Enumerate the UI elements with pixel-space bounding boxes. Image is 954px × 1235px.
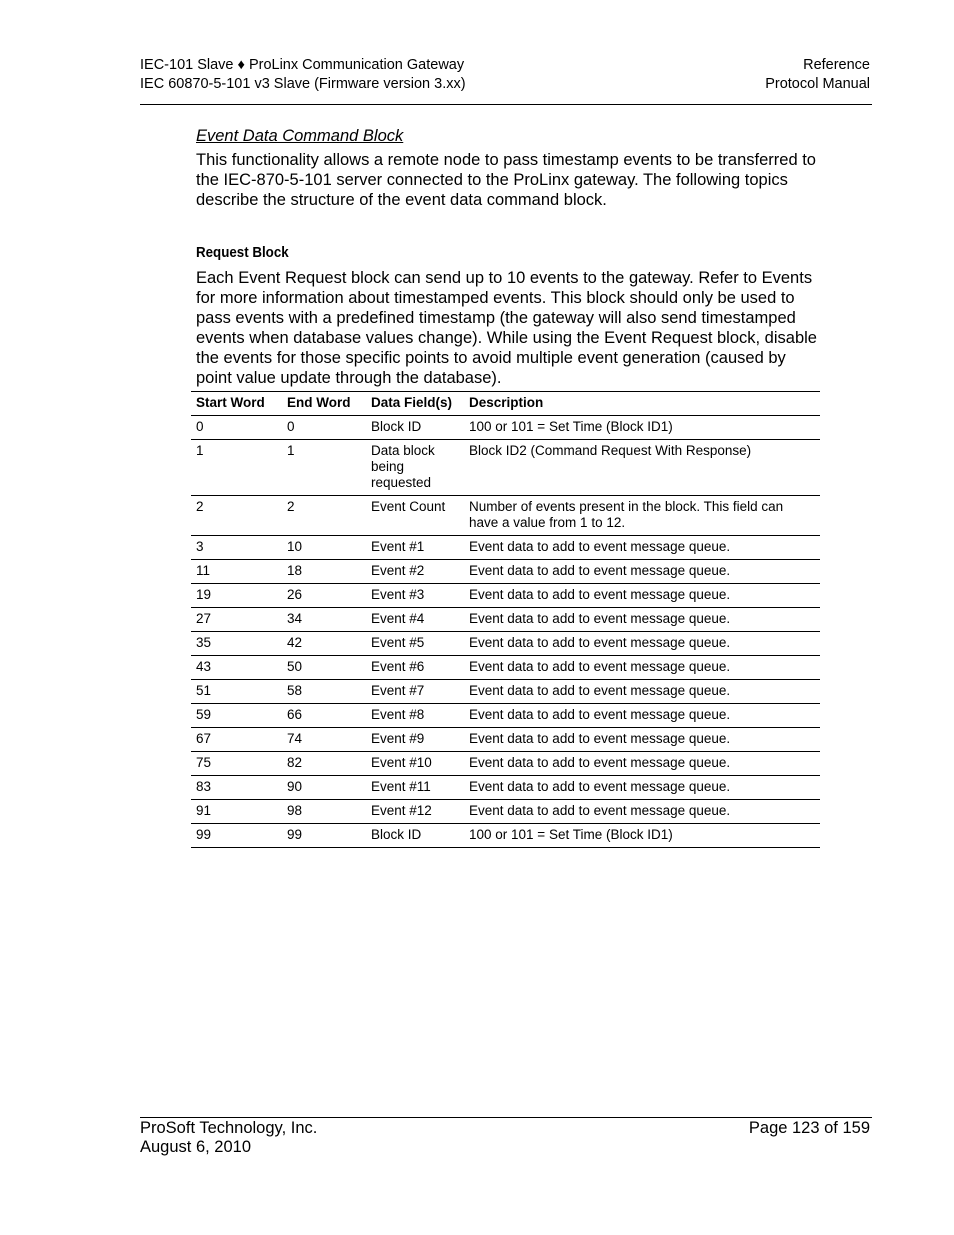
cell-start-word: 83	[191, 776, 282, 800]
cell-data-field: Event #5	[366, 632, 464, 656]
cell-start-word: 35	[191, 632, 282, 656]
cell-data-field: Event #2	[366, 560, 464, 584]
cell-description: Event data to add to event message queue.	[464, 584, 820, 608]
header-start-word: Start Word	[191, 392, 282, 416]
subheading-request-block: Request Block	[196, 245, 289, 261]
header-left	[140, 56, 640, 94]
cell-end-word: 50	[282, 656, 366, 680]
header-right	[650, 56, 870, 94]
footer-date: August 6, 2010	[140, 1138, 252, 1156]
header-divider	[140, 104, 872, 105]
cell-start-word: 1	[191, 440, 282, 496]
cell-description: Event data to add to event message queue.	[464, 632, 820, 656]
table-row	[191, 496, 820, 536]
cell-description: Event data to add to event message queue.	[464, 560, 820, 584]
cell-data-field: Event #4	[366, 608, 464, 632]
cell-description: 100 or 101 = Set Time (Block ID1)	[464, 416, 820, 440]
table-row	[191, 752, 820, 776]
cell-start-word: 43	[191, 656, 282, 680]
cell-description: Event data to add to event message queue.	[464, 752, 820, 776]
cell-data-field: Event #10	[366, 752, 464, 776]
header-section-name: Reference	[803, 57, 870, 73]
cell-start-word: 27	[191, 608, 282, 632]
footer-left	[140, 1119, 540, 1157]
cell-data-field: Block ID	[366, 416, 464, 440]
cell-end-word: 10	[282, 536, 366, 560]
cell-data-field: Event #11	[366, 776, 464, 800]
cell-end-word: 98	[282, 800, 366, 824]
cell-end-word: 74	[282, 728, 366, 752]
cell-end-word: 34	[282, 608, 366, 632]
cell-description: Event data to add to event message queue.	[464, 536, 820, 560]
cell-start-word: 75	[191, 752, 282, 776]
cell-data-field: Event #1	[366, 536, 464, 560]
cell-start-word: 2	[191, 496, 282, 536]
cell-start-word: 99	[191, 824, 282, 848]
table-row	[191, 440, 820, 496]
cell-start-word: 59	[191, 704, 282, 728]
cell-description: Event data to add to event message queue.	[464, 680, 820, 704]
header-product-subtitle: IEC 60870-5-101 v3 Slave (Firmware version 3.xx)	[140, 76, 466, 92]
cell-description: 100 or 101 = Set Time (Block ID1)	[464, 824, 820, 848]
table-row	[191, 776, 820, 800]
cell-end-word: 42	[282, 632, 366, 656]
main-content	[196, 126, 820, 388]
table-row	[191, 416, 820, 440]
header-data-fields: Data Field(s)	[366, 392, 464, 416]
table-row	[191, 560, 820, 584]
cell-description: Event data to add to event message queue.	[464, 608, 820, 632]
intro-paragraph: This functionality allows a remote node to pass timestamp events to be transferred to the IEC-870-5-101 server connected to the ProLinx gateway. The following topics describe the structure of the event data command block.	[196, 151, 816, 209]
cell-data-field: Event #12	[366, 800, 464, 824]
cell-data-field: Event #7	[366, 680, 464, 704]
cell-end-word: 99	[282, 824, 366, 848]
cell-end-word: 0	[282, 416, 366, 440]
header-end-word: End Word	[282, 392, 366, 416]
cell-data-field: Event #3	[366, 584, 464, 608]
table-row	[191, 728, 820, 752]
footer-company: ProSoft Technology, Inc.	[140, 1119, 318, 1137]
section-title: Event Data Command Block	[196, 127, 404, 145]
cell-description: Block ID2 (Command Request With Response)	[464, 440, 820, 496]
cell-end-word: 90	[282, 776, 366, 800]
cell-end-word: 82	[282, 752, 366, 776]
cell-description: Event data to add to event message queue.	[464, 800, 820, 824]
table-row	[191, 680, 820, 704]
cell-start-word: 67	[191, 728, 282, 752]
table-row	[191, 800, 820, 824]
request-block-table-container	[191, 391, 820, 848]
table-body	[191, 416, 820, 848]
cell-description: Number of events present in the block. This field can have a value from 1 to 12.	[464, 496, 820, 536]
request-block-table	[191, 391, 820, 848]
cell-start-word: 19	[191, 584, 282, 608]
cell-data-field: Block ID	[366, 824, 464, 848]
table-row	[191, 824, 820, 848]
header-description: Description	[464, 392, 820, 416]
cell-end-word: 26	[282, 584, 366, 608]
cell-description: Event data to add to event message queue.	[464, 656, 820, 680]
cell-data-field: Event #6	[366, 656, 464, 680]
request-block-paragraph: Each Event Request block can send up to 10 events to the gateway. Refer to Events for more information about timestamped events. This block should only be used to pass events with a predefined timestamp (the gateway will also send timestamped events when database values change). While using the Event Request block, disable the events for those specific points to avoid multiple event generation (caused by point value update through the database).	[196, 269, 817, 387]
cell-start-word: 91	[191, 800, 282, 824]
cell-end-word: 2	[282, 496, 366, 536]
cell-data-field: Event #8	[366, 704, 464, 728]
table-row	[191, 536, 820, 560]
cell-start-word: 0	[191, 416, 282, 440]
table-row	[191, 704, 820, 728]
table-header-row	[191, 392, 820, 416]
header-manual-name: Protocol Manual	[765, 76, 870, 92]
table-row	[191, 608, 820, 632]
table-row	[191, 584, 820, 608]
cell-data-field: Event Count	[366, 496, 464, 536]
cell-end-word: 58	[282, 680, 366, 704]
cell-description: Event data to add to event message queue.	[464, 704, 820, 728]
table-row	[191, 632, 820, 656]
cell-start-word: 3	[191, 536, 282, 560]
table-row	[191, 656, 820, 680]
cell-end-word: 66	[282, 704, 366, 728]
cell-start-word: 11	[191, 560, 282, 584]
cell-end-word: 18	[282, 560, 366, 584]
cell-data-field: Event #9	[366, 728, 464, 752]
cell-start-word: 51	[191, 680, 282, 704]
cell-data-field: Data block being requested	[366, 440, 464, 496]
footer-divider	[140, 1117, 872, 1118]
cell-end-word: 1	[282, 440, 366, 496]
cell-description: Event data to add to event message queue.	[464, 728, 820, 752]
cell-description: Event data to add to event message queue.	[464, 776, 820, 800]
header-product-title: IEC-101 Slave ♦ ProLinx Communication Gateway	[140, 57, 465, 73]
footer-page-number: Page 123 of 159	[748, 1119, 870, 1137]
